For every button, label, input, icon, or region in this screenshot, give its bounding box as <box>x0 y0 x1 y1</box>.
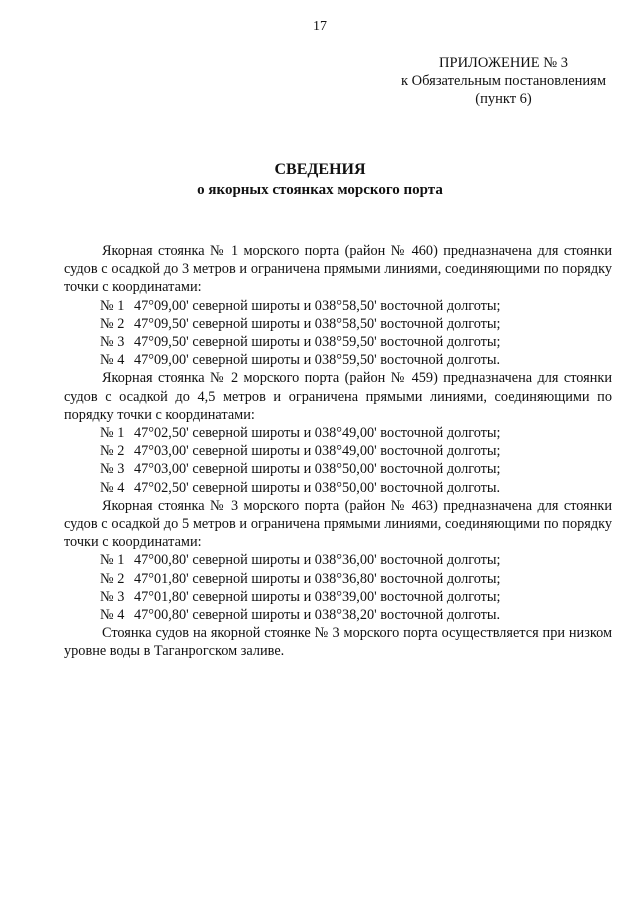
point-number: № 3 <box>100 334 125 351</box>
coordinate-point <box>64 588 612 606</box>
point-number: № 2 <box>100 570 125 587</box>
document-heading <box>0 160 640 200</box>
point-coordinates: 47°02,50' северной широты и 038°49,00' восточной долготы; <box>134 425 501 442</box>
closing-note: Стоянка судов на якорной стоянке № 3 морского порта осуществляется при низком уровне воды в Таганрогском заливе. <box>64 625 612 660</box>
document-title: СВЕДЕНИЯ <box>274 161 366 178</box>
point-coordinates: 47°02,50' северной широты и 038°50,00' восточной долготы. <box>134 479 501 496</box>
point-number: № 3 <box>100 588 125 605</box>
appendix-clause: (пункт 6) <box>475 91 532 107</box>
point-number: № 2 <box>100 315 125 332</box>
point-number: № 1 <box>100 425 125 442</box>
appendix-title: ПРИЛОЖЕНИЕ № 3 <box>439 55 568 71</box>
point-number: № 4 <box>100 607 125 624</box>
coordinate-point <box>64 333 612 351</box>
point-coordinates: 47°09,00' северной широты и 038°59,50' восточной долготы. <box>134 352 501 369</box>
point-number: № 1 <box>100 552 125 569</box>
point-number: № 1 <box>100 297 125 314</box>
point-coordinates: 47°03,00' северной широты и 038°49,00' восточной долготы; <box>134 443 501 460</box>
point-coordinates: 47°00,80' северной широты и 038°38,20' восточной долготы. <box>134 607 501 624</box>
coordinate-point <box>64 606 612 624</box>
coordinate-point <box>64 297 612 315</box>
point-coordinates: 47°09,50' северной широты и 038°59,50' восточной долготы; <box>134 334 501 351</box>
coordinate-point <box>64 424 612 442</box>
coordinate-point <box>64 442 612 460</box>
document-body <box>64 242 612 661</box>
page-number: 17 <box>313 19 327 34</box>
coordinate-point <box>64 351 612 369</box>
coordinate-point <box>64 315 612 333</box>
coordinate-point <box>64 479 612 497</box>
coordinate-point <box>64 460 612 478</box>
coordinate-point <box>64 570 612 588</box>
point-number: № 2 <box>100 443 125 460</box>
appendix-block <box>401 54 606 108</box>
appendix-reference: к Обязательным постановлениям <box>401 73 606 89</box>
point-number: № 3 <box>100 461 125 478</box>
point-coordinates: 47°09,50' северной широты и 038°58,50' восточной долготы; <box>134 315 501 332</box>
point-coordinates: 47°01,80' северной широты и 038°36,80' восточной долготы; <box>134 570 501 587</box>
point-number: № 4 <box>100 352 125 369</box>
point-coordinates: 47°03,00' северной широты и 038°50,00' восточной долготы; <box>134 461 501 478</box>
document-subtitle: о якорных стоянках морского порта <box>197 182 443 198</box>
point-number: № 4 <box>100 479 125 496</box>
point-coordinates: 47°00,80' северной широты и 038°36,00' восточной долготы; <box>134 552 501 569</box>
anchorage-1-description: Якорная стоянка № 1 морского порта (район № 460) предназначена для стоянки судов с осадкой до 3 метров и ограничена прямыми линиями, соединяющими по порядку точки с координатами: <box>64 243 612 296</box>
anchorage-3-description: Якорная стоянка № 3 морского порта (район № 463) предназначена для стоянки судов с осадкой до 5 метров и ограничена прямыми линиями, соединяющими по порядку точки с координатами: <box>64 497 612 551</box>
anchorage-2-description: Якорная стоянка № 2 морского порта (район № 459) предназначена для стоянки судов с осадкой до 4,5 метров и ограничена прямыми линиями, соединяющими по порядку точки с координатами: <box>64 370 612 423</box>
coordinate-point <box>64 551 612 569</box>
point-coordinates: 47°01,80' северной широты и 038°39,00' восточной долготы; <box>134 588 501 605</box>
point-coordinates: 47°09,00' северной широты и 038°58,50' восточной долготы; <box>134 297 501 314</box>
